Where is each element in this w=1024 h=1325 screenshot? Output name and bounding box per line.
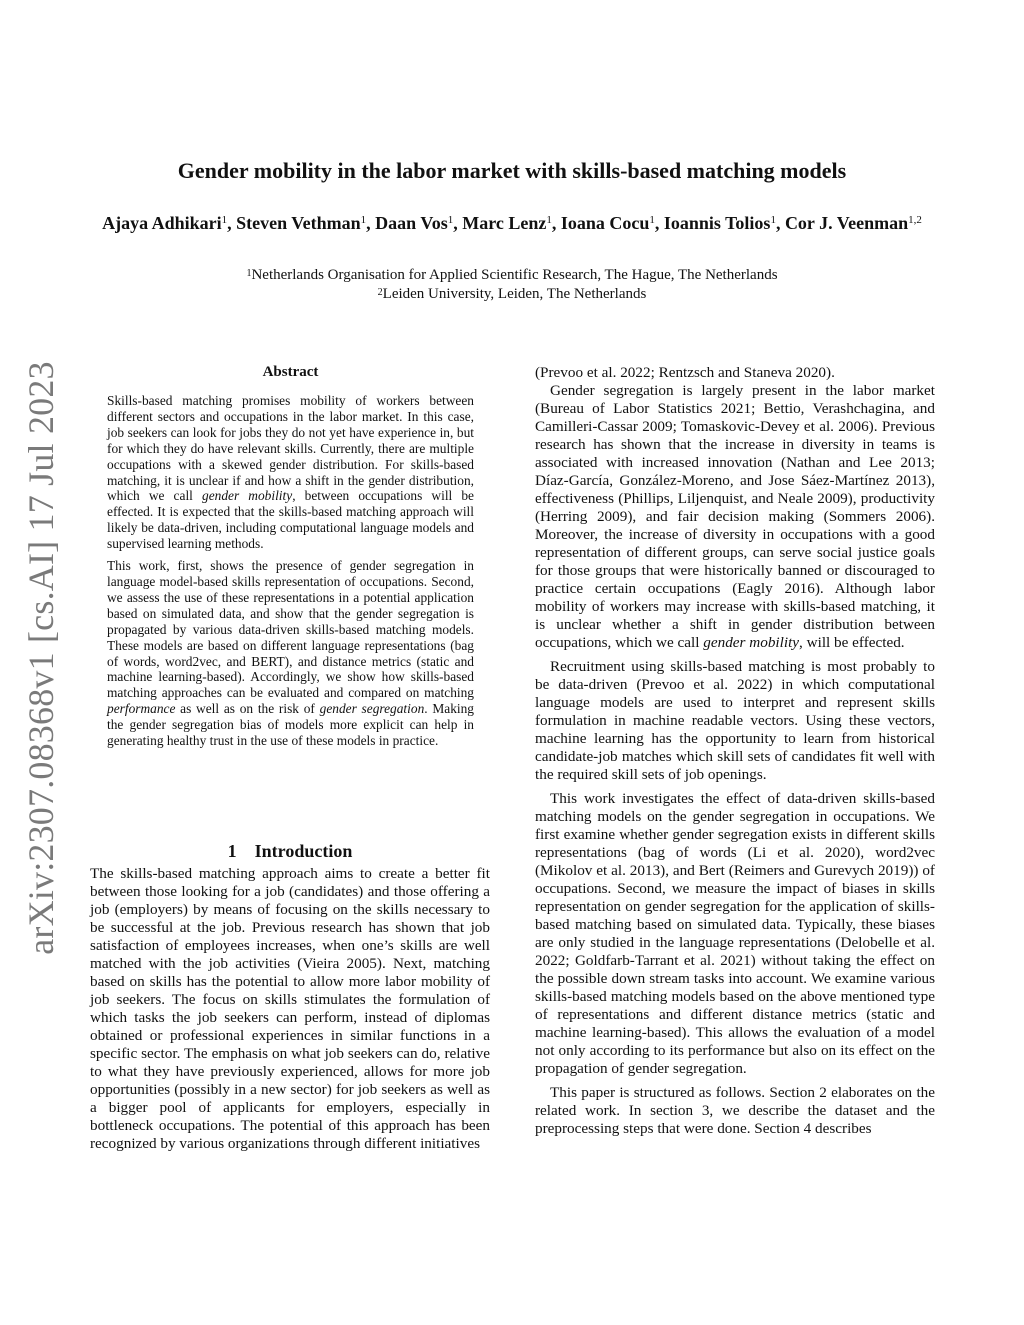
author-name: Ajaya Adhikari — [102, 213, 222, 233]
introduction-body — [90, 865, 490, 1153]
abstract-emphasis: performance — [107, 701, 176, 717]
affiliation-2 — [0, 285, 1024, 304]
author-affiliation-mark: 1 — [447, 214, 454, 226]
affiliation-1 — [0, 266, 1024, 285]
author-name: Cor J. Veenman — [784, 213, 909, 233]
author-list: Ajaya Adhikari$^1$, Steven Vethman$^1$, Daan Vos$^1$, Marc Lenz$^1$, Ioana Cocu$^1$, Ioannis Tolios$^1$, Cor J. Veenman$^{1,2}$ — [102, 213, 922, 233]
abstract-text: Skills-based matching promises mobility of workers between different sectors and occupations in the labor market. In this case, job seekers can look for jobs they do not yet have experience in, but for which they do have relevant skills. Currently, there are multiple occupations with a skewed gender distribution. For skills-based matching, it is unclear if and how a shift in the gender distribution, which we call — [107, 393, 474, 504]
abstract-text: This work, first, shows the presence of gender segregation in language model-based skills representation of occupations. Second, we assess the use of these representations in a potential application based on simulated data, and show that the gender segregation is propagated by various data-driven skills-based matching models. These models are based on different language representations (bag of words, word2vec, and BERT), and distance metrics (static and machine learning-based). Accordingly, we show how skills-based matching approaches can be evaluated and compared on matching — [107, 558, 474, 701]
paper-title: Gender mobility in the labor market with skills-based matching models — [177, 158, 847, 183]
section-title: Introduction — [254, 841, 353, 861]
affiliation-mark: 2 — [377, 287, 383, 298]
section-heading-introduction — [90, 841, 490, 862]
author-name: Steven Vethman — [236, 213, 361, 233]
author-affiliation-mark: 1 — [221, 214, 228, 226]
section-number: 1 — [227, 841, 237, 861]
right-column-body — [535, 364, 935, 1138]
author-affiliation-mark: 1 — [360, 214, 367, 226]
author-affiliation-mark: 1,2 — [908, 214, 922, 226]
abstract-heading: Abstract — [262, 364, 319, 380]
abstract-paragraph — [107, 558, 474, 749]
affiliation-mark: 1 — [246, 268, 252, 279]
author-name: Ioannis Tolios — [663, 213, 771, 233]
arxiv-identifier-text: arXiv:2307.08368v1 [cs.AI] 17 Jul 2023 — [21, 361, 62, 955]
abstract-text: as well as on the risk of — [175, 701, 320, 717]
author-affiliation-mark: 1 — [546, 214, 552, 226]
body-text: Gender segregation is largely present in the labor market (Bureau of Labor Statistics 2021; Bettio, Verashchagina, and Camilleri-Cassar 2009; Tomaskovic-Devey et al. 2006). Previous research has shown that the increase in diversity in teams is associated with increased innovation (Nathan and Lee 2013; Díaz-García, González-Moreno, and Jose Sáez-Martínez 2013), effectiveness (Phillips, Liljenquist, and Neale 2009), productivity (Herring 2009), and fair decision making (Sommers 2006). Moreover, the increase of diversity in occupations with a good representation of different groups, can serve social justice goals for those groups that were historically banned or discouraged to practice certain occupations (Eagly 2016). Although labor mobility of workers may increase with skills-based matching, it is unclear whether a shift in gender distribution between occupations, which we call — [535, 382, 935, 651]
body-paragraph: This work investigates the effect of data-driven skills-based matching models on the gender segregation in occupations. We first examine whether gender segregation exists in different skills representations (bag of words (Li et al. 2020), word2vec (Mikolov et al. 2013), and Bert (Reimers and Gurevych 2019)) of occupations. Second, we measure the impact of biases in skills representation on gender segregation for the application of skills-based matching based on simulated data. Typically, these biases are only studied in the language representations (Delobelle et al. 2022; Goldfarb-Tarrant et al. 2021) without taking the effect on the possible down stream tasks into account. We examine various skills-based matching models based on the above mentioned type of representations and different distance metrics (static and machine learning-based). This allows the evaluation of a model not only according to its performance but also on its effect on the propagation of gender segregation. — [535, 790, 935, 1077]
author-name: Ioana Cocu — [560, 213, 650, 233]
affiliation-text: Leiden University, Leiden, The Netherlands — [382, 286, 647, 302]
body-paragraph: (Prevoo et al. 2022; Rentzsch and Staneva 2020). — [535, 364, 835, 381]
body-text: , will be effected. — [799, 634, 905, 651]
abstract-emphasis: gender mobility — [202, 488, 293, 504]
abstract-text: . Making the gender segregation bias of models more explicit can help in generating healthy trust in the use of these models in practice. — [107, 701, 474, 749]
author-affiliation-mark: 1 — [770, 214, 776, 226]
author-name: Marc Lenz — [462, 213, 547, 233]
abstract-text: , between occupations will be effected. It is expected that the skills-based matching approach will likely be data-driven, including computational language models and supervised learning methods. — [107, 488, 475, 552]
arxiv-identifier-stamp — [6, 361, 76, 955]
author-affiliation-mark: 1 — [649, 214, 655, 226]
affiliation-text: Netherlands Organisation for Applied Scientific Research, The Hague, The Netherlands — [251, 267, 778, 283]
body-paragraph: Recruitment using skills-based matching is most probably to be data-driven (Prevoo et al. 2022) in which computational language models are used to interpret and represent skills formulation in machine readable vectors. Using these vectors, machine learning has the opportunity to learn from historical candidate-job matches which skill sets of candidates fit well with the required skill sets of job openings. — [535, 658, 935, 783]
body-emphasis: gender mobility — [703, 634, 800, 651]
abstract-paragraph — [107, 393, 474, 552]
body-paragraph: This paper is structured as follows. Section 2 elaborates on the related work. In section 3, we describe the dataset and the preprocessing steps that were done. Section 4 describes — [535, 1084, 935, 1137]
body-paragraph: The skills-based matching approach aims to create a better fit between those looking for a job (candidates) and those offering a job (employers) by means of focusing on the skills necessary to be successful at the job. Previous research has shown that job satisfaction of employees increases, when one’s skills are well matched with the job activities (Vieira 2005). Next, matching based on skills has the potential to allow more labor mobility of job seekers. The focus on skills stimulates the formulation of which tasks the job seekers can perform, instead of diplomas obtained or professional experiences in similar functions in a specific sector. The emphasis on what job seekers can do, relative to what they have previously experienced, allows for more job opportunities (possibly in a new sector) for job seekers as well as a bigger pool of applicants for employers, especially in bottleneck occupations. The potential of this approach has been recognized by various organizations through different initiatives — [90, 865, 490, 1152]
body-paragraph — [535, 382, 935, 652]
author-name: Daan Vos — [375, 213, 448, 233]
abstract-emphasis: gender segregation — [319, 701, 425, 717]
abstract-body — [107, 393, 474, 755]
